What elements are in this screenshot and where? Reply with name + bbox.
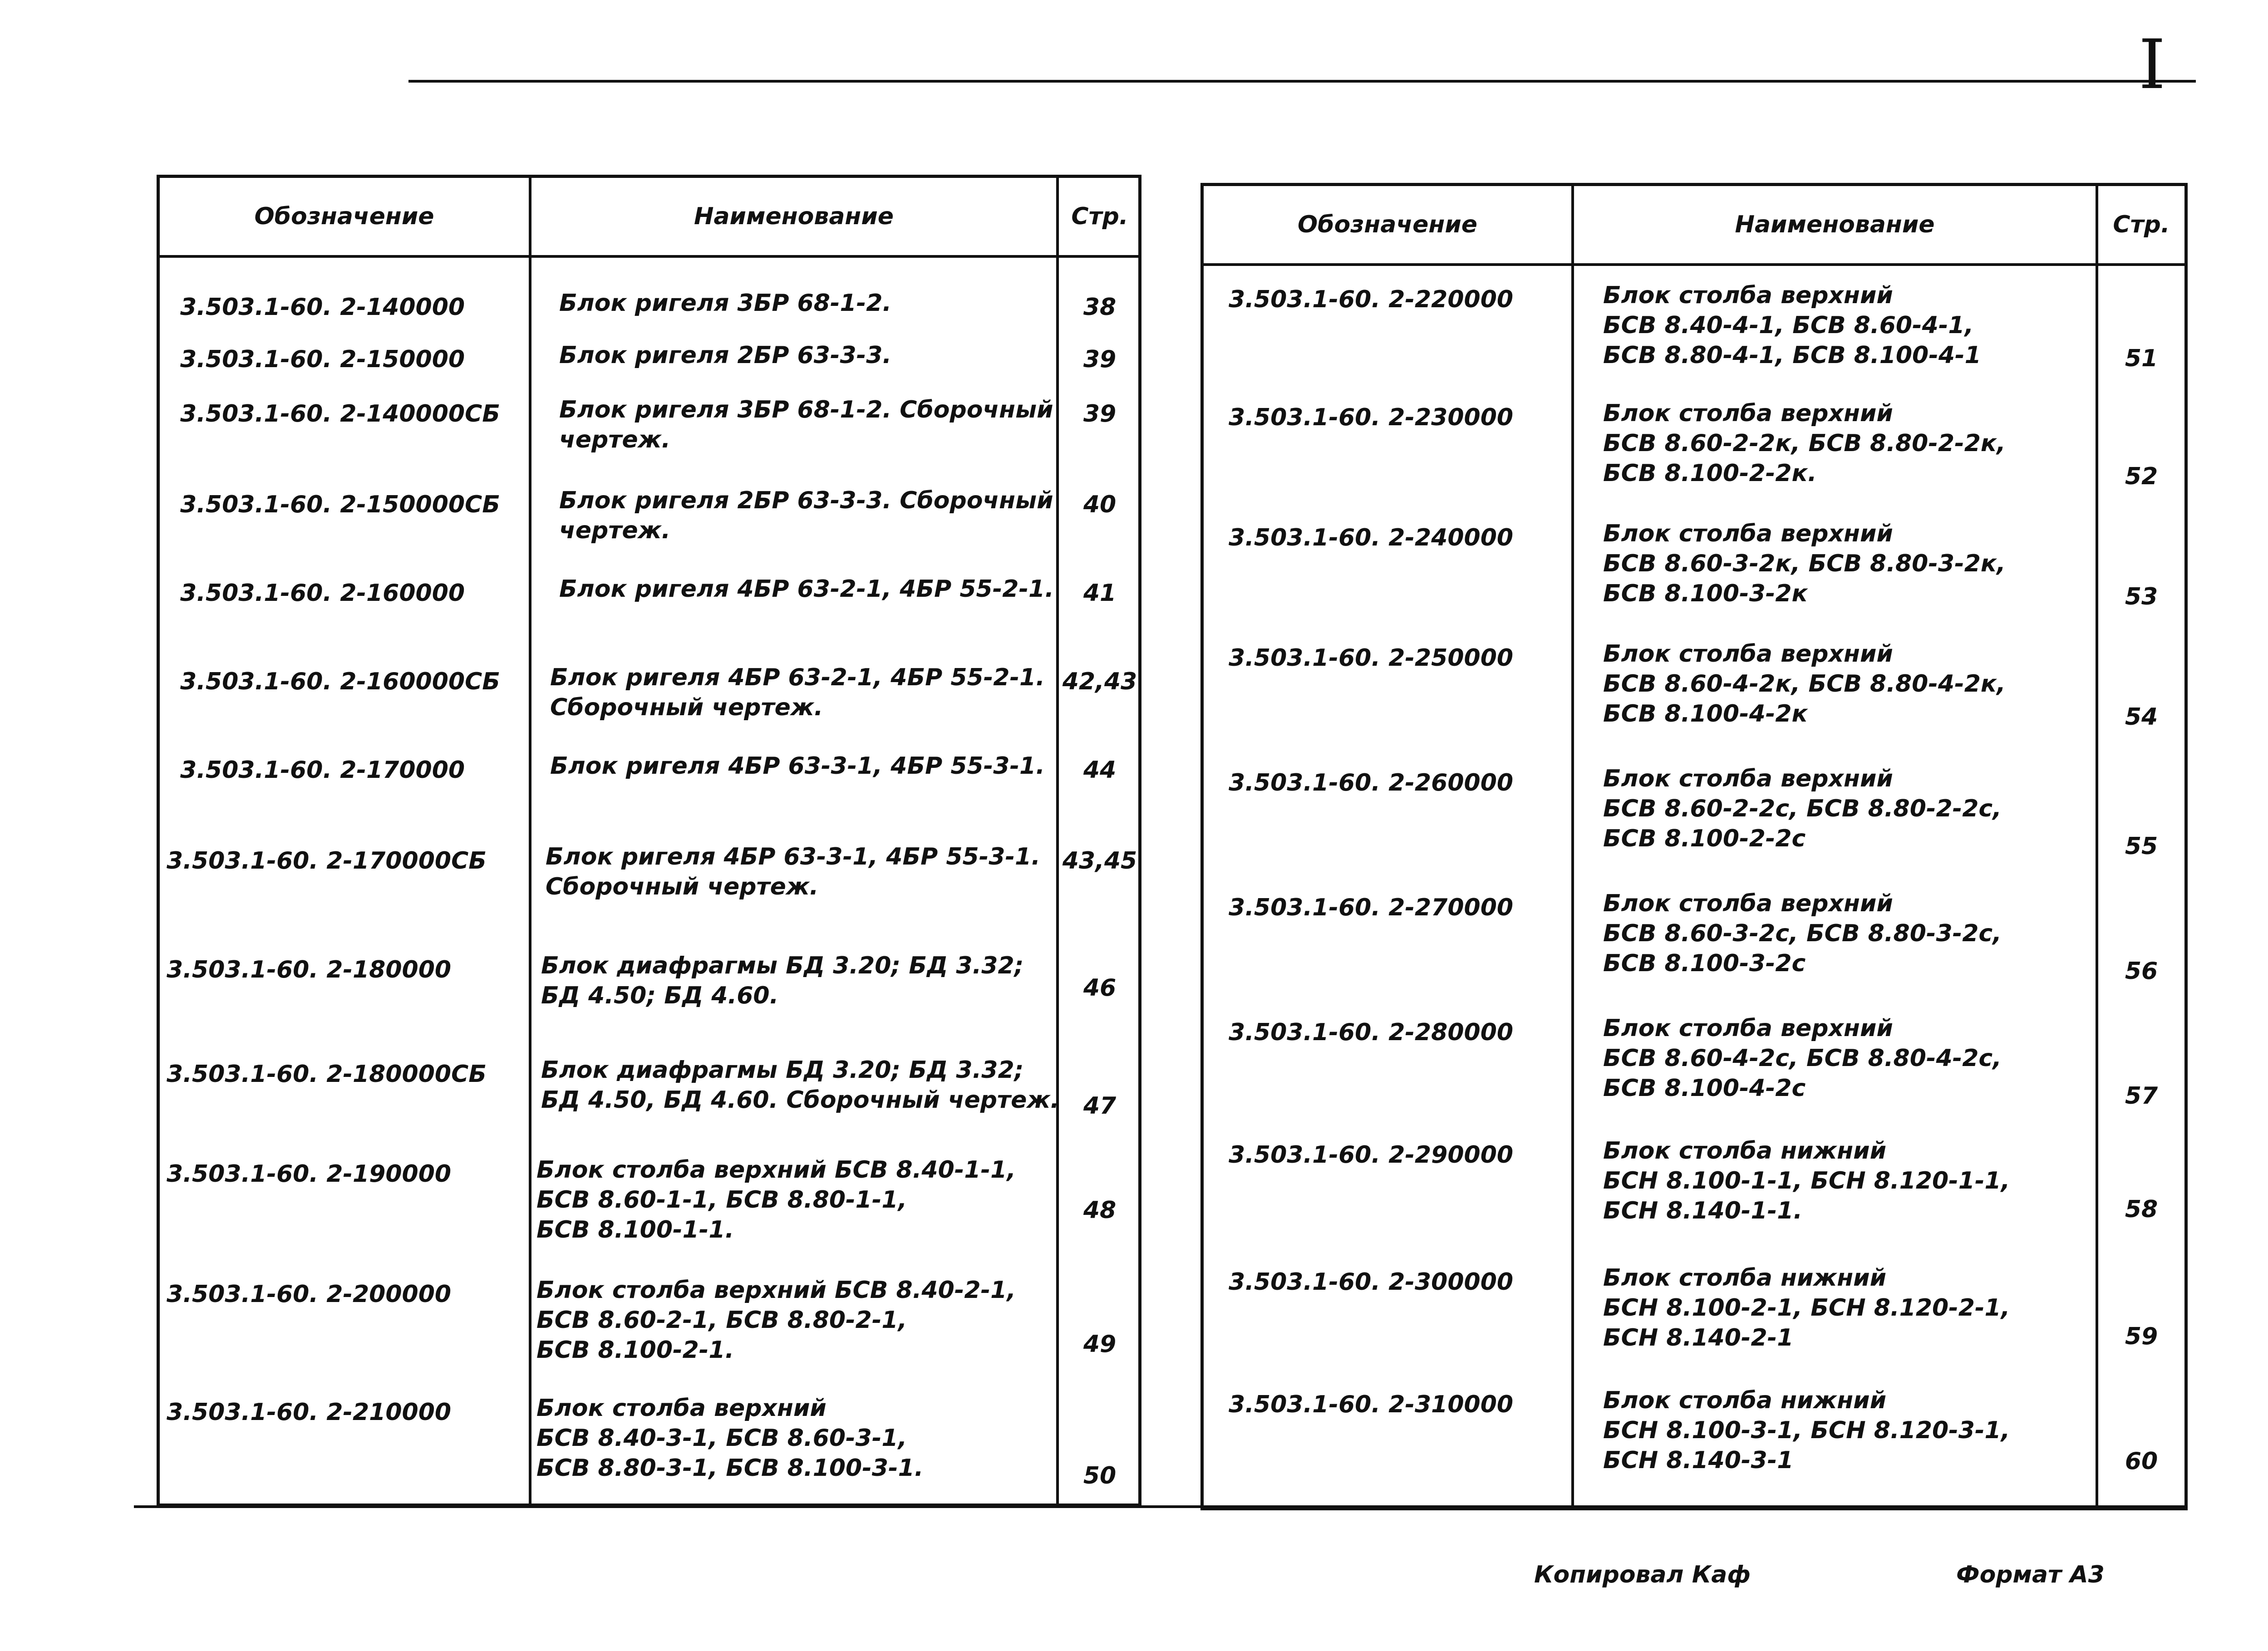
row-code: 3.503.1-60. 2-210000 [167,1399,452,1426]
row-page: 56 [2125,958,2158,985]
row-code: 3.503.1-60. 2-300000 [1229,1268,1514,1296]
row-code: 3.503.1-60. 2-290000 [1229,1141,1514,1169]
header-page: Стр. [2113,211,2170,238]
row-code: 3.503.1-60. 2-160000СБ [180,668,500,695]
row-code: 3.503.1-60. 2-220000 [1229,286,1514,313]
row-page: 60 [2125,1448,2158,1475]
row-name: Блок ригеля 2БР 63-3-3. [559,342,892,369]
row-page: 53 [2125,583,2158,610]
row-page: 40 [1083,491,1117,518]
row-page: 41 [1083,580,1117,607]
header-divider [160,255,1138,258]
row-page: 43,45 [1062,847,1137,875]
row-name: Блок столба верхний БСВ 8.60-3-2с, БСВ 8.80-3-2с, БСВ 8.100-3-2с [1603,890,2002,977]
row-name: Блок ригеля 2БР 63-3-3. Сборочный чертеж. [559,487,1053,544]
row-code: 3.503.1-60. 2-260000 [1229,769,1514,796]
row-page: 49 [1083,1331,1117,1358]
row-name: Блок столба верхний БСВ 8.60-3-2к, БСВ 8.80-3-2к, БСВ 8.100-3-2к [1603,520,2006,607]
right-table [1200,183,2188,1510]
header-code: Обозначение [254,203,434,230]
row-page: 47 [1083,1092,1117,1120]
row-code: 3.503.1-60. 2-170000 [180,757,465,784]
header-divider [1204,263,2184,266]
row-code: 3.503.1-60. 2-150000 [180,346,465,373]
row-code: 3.503.1-60. 2-230000 [1229,404,1514,431]
row-name: Блок столба верхний БСВ 8.60-2-2к, БСВ 8.80-2-2к, БСВ 8.100-2-2к. [1603,400,2006,487]
row-page: 57 [2125,1082,2158,1110]
row-name: Блок диафрагмы БД 3.20; БД 3.32; БД 4.50, БД 4.60. Сборочный чертеж. [541,1056,1059,1114]
row-page: 55 [2125,833,2158,860]
row-code: 3.503.1-60. 2-190000 [167,1160,452,1188]
row-code: 3.503.1-60. 2-160000 [180,580,465,607]
row-name: Блок столба верхний БСВ 8.60-4-2к, БСВ 8.80-4-2к, БСВ 8.100-4-2к [1603,640,2006,727]
sheet-number: I [2139,25,2166,104]
row-code: 3.503.1-60. 2-180000 [167,956,452,983]
bottom-rule [134,1505,2188,1508]
row-code: 3.503.1-60. 2-310000 [1229,1391,1514,1418]
row-page: 52 [2125,463,2158,490]
row-page: 50 [1083,1462,1117,1489]
row-name: Блок столба верхний БСВ 8.60-4-2с, БСВ 8.80-4-2с, БСВ 8.100-4-2с [1603,1015,2002,1102]
row-name: Блок столба нижний БСН 8.100-1-1, БСН 8.120-1-1, БСН 8.140-1-1. [1603,1137,2010,1224]
col-divider [529,178,531,1504]
row-code: 3.503.1-60. 2-280000 [1229,1019,1514,1046]
row-name: Блок столба нижний БСН 8.100-2-1, БСН 8.120-2-1, БСН 8.140-2-1 [1603,1264,2010,1351]
row-page: 42,43 [1062,668,1137,695]
row-page: 39 [1083,346,1117,373]
row-page: 39 [1083,400,1117,427]
row-code: 3.503.1-60. 2-250000 [1229,644,1514,672]
row-name: Блок ригеля 4БР 63-2-1, 4БР 55-2-1. [559,575,1054,603]
row-name: Блок столба верхний БСВ 8.40-3-1, БСВ 8.60-3-1, БСВ 8.80-3-1, БСВ 8.100-3-1. [536,1395,924,1482]
row-page: 48 [1083,1197,1117,1224]
row-code: 3.503.1-60. 2-150000СБ [180,491,500,518]
row-page: 51 [2125,345,2158,372]
row-name: Блок ригеля 4БР 63-3-1, 4БР 55-3-1. Сборочный чертеж. [546,843,1040,900]
row-code: 3.503.1-60. 2-240000 [1229,524,1514,551]
row-name: Блок ригеля 4БР 63-3-1, 4БР 55-3-1. [550,752,1045,780]
row-page: 59 [2125,1323,2158,1350]
row-page: 38 [1083,294,1117,321]
header-page: Стр. [1071,203,1128,230]
col-divider [1571,186,1574,1507]
row-code: 3.503.1-60. 2-270000 [1229,894,1514,921]
top-rule [408,80,2196,83]
sheet-format: Формат А3 [1956,1561,2105,1588]
row-name: Блок столба верхний БСВ 8.40-1-1, БСВ 8.60-1-1, БСВ 8.80-1-1, БСВ 8.100-1-1. [536,1156,1016,1243]
row-page: 46 [1083,974,1117,1002]
row-code: 3.503.1-60. 2-140000 [180,294,465,321]
row-name: Блок ригеля 4БР 63-2-1, 4БР 55-2-1. Сборочный чертеж. [550,664,1045,721]
row-name: Блок столба верхний БСВ 8.40-2-1, БСВ 8.60-2-1, БСВ 8.80-2-1, БСВ 8.100-2-1. [536,1277,1016,1364]
col-divider [1056,178,1059,1504]
row-code: 3.503.1-60. 2-200000 [167,1281,452,1308]
header-code: Обозначение [1297,211,1478,238]
row-code: 3.503.1-60. 2-180000СБ [167,1061,487,1088]
row-name: Блок столба верхний БСВ 8.40-4-1, БСВ 8.60-4-1, БСВ 8.80-4-1, БСВ 8.100-4-1 [1603,282,1981,369]
left-table [157,175,1141,1507]
row-name: Блок столба нижний БСН 8.100-3-1, БСН 8.120-3-1, БСН 8.140-3-1 [1603,1387,2010,1474]
copied-by: Копировал Каф [1534,1561,1751,1588]
row-page: 58 [2125,1196,2158,1223]
row-code: 3.503.1-60. 2-140000СБ [180,400,500,427]
row-name: Блок столба верхний БСВ 8.60-2-2с, БСВ 8.80-2-2с, БСВ 8.100-2-2с [1603,765,2002,852]
row-name: Блок ригеля 3БР 68-1-2. [559,290,892,317]
row-name: Блок диафрагмы БД 3.20; БД 3.32; БД 4.50; БД 4.60. [541,952,1024,1009]
row-code: 3.503.1-60. 2-170000СБ [167,847,487,875]
row-name: Блок ригеля 3БР 68-1-2. Сборочный чертеж. [559,396,1053,453]
row-page: 54 [2125,703,2158,731]
row-page: 44 [1083,757,1117,784]
header-name: Наименование [694,203,894,230]
header-name: Наименование [1735,211,1935,238]
